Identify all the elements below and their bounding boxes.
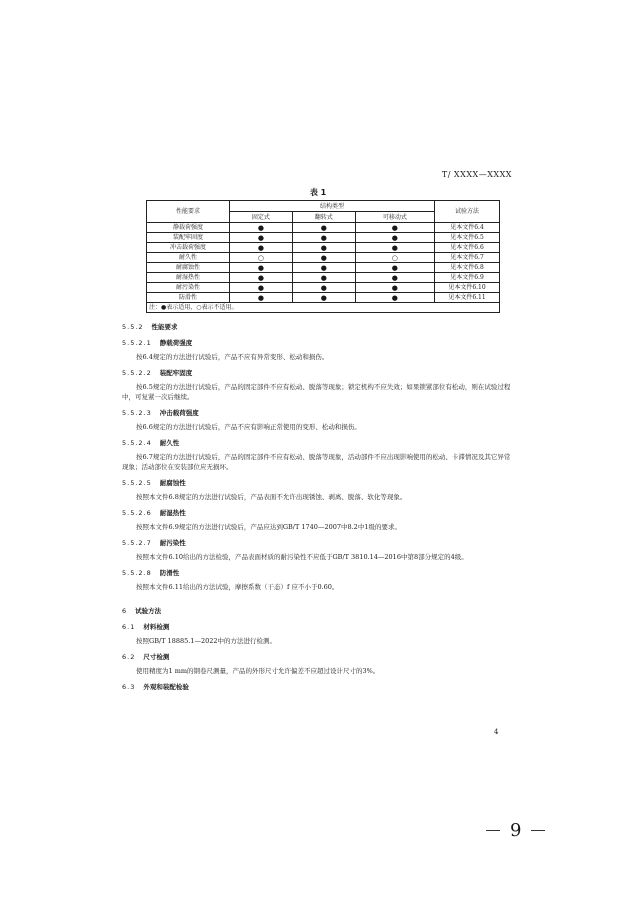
table-cell-method: 见本文件6.4	[435, 223, 500, 233]
applicable-dot-icon: ●	[355, 243, 434, 253]
table-cell-item: 耐久性	[147, 253, 230, 263]
applicable-dot-icon: ●	[292, 263, 355, 273]
applicable-dot-icon: ●	[230, 273, 293, 283]
applicable-dot-icon: ●	[292, 273, 355, 283]
section-number: 5.5.2.5	[122, 479, 152, 487]
section-number: 5.5.2.1	[122, 339, 152, 347]
section-number: 5.5.2.6	[122, 509, 152, 517]
table-note: 注：●表示适用，○表示不适用。	[147, 303, 500, 313]
paragraph: 按6.6规定的方法进行试验后，产品不应有影响正常使用的变形、松动和损伤。	[136, 423, 361, 431]
table-cell-method: 见本文件6.5	[435, 233, 500, 243]
section-heading	[122, 652, 514, 662]
footer-dash-right	[531, 830, 545, 831]
table-cell-item: 耐污染性	[147, 283, 230, 293]
table-row	[147, 233, 500, 243]
section-heading	[122, 478, 514, 488]
section-heading	[122, 682, 514, 692]
paragraph: 按照本文件6.10给出的方法检验，产品表面材质的耐污染性不应低于GB/T 3810.14—2016中第8部分规定的4级。	[136, 553, 468, 561]
section-heading	[122, 508, 514, 518]
paragraph: 按照GB/T 18885.1—2022中的方法进行检测。	[136, 637, 276, 645]
header-structure-flip: 翻转式	[292, 212, 355, 223]
section-number: 5.5.2.3	[122, 409, 152, 417]
applicable-dot-icon: ●	[292, 223, 355, 233]
table-row	[147, 293, 500, 303]
footer-dash-left	[486, 830, 500, 831]
footer-page-number-text: 9	[510, 820, 522, 841]
applicable-dot-icon: ●	[230, 243, 293, 253]
paragraph: 按6.7规定的方法进行试验后，产品的固定部件不应有松动、脱落等现象，活动部件不应出现影响使用的松动、卡滞情况及其它异常现象；活动部位在安装部位应无损坏。	[122, 453, 511, 471]
table-cell-method: 见本文件6.7	[435, 253, 500, 263]
section-heading	[122, 322, 514, 332]
section-title: 耐湿热性	[159, 509, 186, 517]
table-cell-item: 冲击载荷强度	[147, 243, 230, 253]
section-heading	[122, 568, 514, 578]
section-number: 5.5.2	[122, 323, 144, 331]
section-number: 5.5.2.2	[122, 369, 152, 377]
table-cell-method: 见本文件6.11	[435, 293, 500, 303]
header-structure-fixed: 固定式	[230, 212, 293, 223]
applicable-dot-icon: ●	[292, 293, 355, 303]
table-cell-method: 见本文件6.8	[435, 263, 500, 273]
section-number: 6.1	[122, 623, 136, 631]
applicable-dot-icon: ●	[355, 273, 434, 283]
section-number: 6	[122, 607, 128, 615]
section-title: 装配牢固度	[159, 369, 193, 377]
section-number: 5.5.2.7	[122, 539, 152, 547]
section-title: 耐污染性	[159, 539, 186, 547]
section-title: 性能要求	[151, 323, 178, 331]
section-title: 冲击载荷强度	[159, 409, 199, 417]
not-applicable-circle-icon: ○	[230, 253, 293, 263]
table-cell-item: 静载荷强度	[147, 223, 230, 233]
table-title: 表 1	[309, 188, 327, 197]
table-cell-item: 耐湿热性	[147, 273, 230, 283]
section-title: 耐腐蚀性	[159, 479, 186, 487]
section-title: 静载荷强度	[159, 339, 193, 347]
table-cell-item: 装配牢固度	[147, 233, 230, 243]
section-heading	[122, 368, 514, 378]
table-note-row	[147, 303, 500, 313]
table-row	[147, 223, 500, 233]
table-row	[147, 273, 500, 283]
document-body	[122, 322, 514, 692]
applicable-dot-icon: ●	[230, 233, 293, 243]
paragraph: 按照本文件6.9规定的方法进行试验后，产品应达到GB/T 1740—2007中8.2中1级的要求。	[136, 523, 401, 531]
section-title: 试验方法	[135, 607, 162, 615]
table-cell-method: 见本文件6.6	[435, 243, 500, 253]
table-cell-method: 见本文件6.9	[435, 273, 500, 283]
applicable-dot-icon: ●	[292, 283, 355, 293]
section-number: 5.5.2.4	[122, 439, 152, 447]
applicable-dot-icon: ●	[355, 283, 434, 293]
section-heading	[122, 538, 514, 548]
table-header-row	[147, 201, 500, 212]
header-method: 试验方法	[435, 201, 500, 223]
section-title: 尺寸检测	[143, 653, 170, 661]
applicable-dot-icon: ●	[292, 243, 355, 253]
paragraph: 按6.4规定的方法进行试验后，产品不应有异常变形、松动和损伤。	[136, 353, 329, 361]
paragraph: 按6.5规定的方法进行试验后，产品的固定部件不应有松动、脱落等现象；锁定机构不应失效；如果锁紧部位有松动，则在试验过程中，可复紧一次后继续。	[122, 383, 511, 401]
section-heading	[122, 622, 514, 632]
section-title: 耐久性	[159, 439, 180, 447]
section-title: 外观和装配检验	[143, 683, 189, 691]
header-performance: 性能要求	[147, 201, 230, 223]
applicable-dot-icon: ●	[230, 263, 293, 273]
applicable-dot-icon: ●	[292, 253, 355, 263]
section-title: 防滑性	[159, 569, 180, 577]
applicable-dot-icon: ●	[230, 283, 293, 293]
not-applicable-circle-icon: ○	[355, 253, 434, 263]
document-code: T/ XXXX—XXXX	[441, 170, 512, 179]
section-heading	[122, 408, 514, 418]
applicable-dot-icon: ●	[355, 233, 434, 243]
section-number: 6.2	[122, 653, 136, 661]
paragraph: 按照本文件6.8规定的方法进行试验后，产品表面不允许出现锈蚀、剥离、脱落、软化等现象。	[136, 493, 407, 501]
table-cell-method: 见本文件6.10	[435, 283, 500, 293]
section-heading	[122, 438, 514, 448]
header-structure-group: 结构类型	[230, 201, 435, 212]
header-structure-movable: 可移动式	[355, 212, 434, 223]
applicable-dot-icon: ●	[230, 293, 293, 303]
table-cell-item: 耐腐蚀性	[147, 263, 230, 273]
table-row	[147, 263, 500, 273]
table-cell-item: 防滑性	[147, 293, 230, 303]
table-row	[147, 243, 500, 253]
section-number: 6.3	[122, 683, 136, 691]
section-heading	[122, 338, 514, 348]
applicable-dot-icon: ●	[355, 293, 434, 303]
performance-table	[146, 200, 500, 313]
paragraph: 使用精度为1 mm的钢卷尺测量，产品的外形尺寸允许偏差不应超过设计尺寸的3%。	[136, 667, 380, 675]
footer-page-number	[486, 820, 545, 841]
section-number: 5.5.2.8	[122, 569, 152, 577]
applicable-dot-icon: ●	[355, 263, 434, 273]
section-heading	[122, 606, 514, 616]
table-row	[147, 283, 500, 293]
paragraph: 按照本文件6.11给出的方法试验，摩擦系数（干态）f 应不小于0.60。	[136, 583, 339, 591]
section-title: 材料检测	[143, 623, 170, 631]
inner-page-number: 4	[494, 728, 499, 736]
table-row	[147, 253, 500, 263]
applicable-dot-icon: ●	[355, 223, 434, 233]
applicable-dot-icon: ●	[292, 233, 355, 243]
applicable-dot-icon: ●	[230, 223, 293, 233]
